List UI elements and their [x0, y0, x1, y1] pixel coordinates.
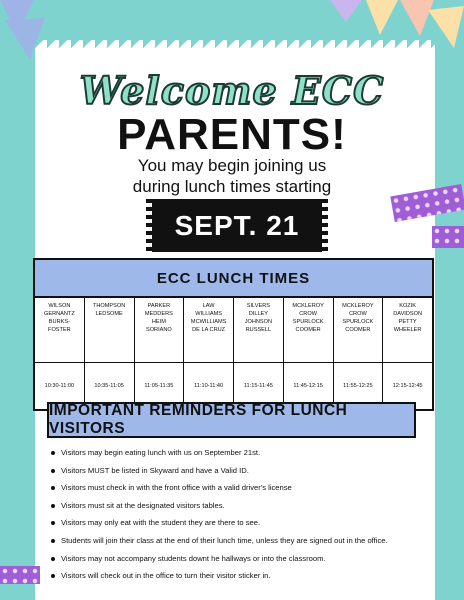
lunch-column: [35, 298, 85, 409]
teacher-name: DE LA CRUZ: [192, 327, 226, 333]
lunch-time: 10:35-11:05: [94, 383, 124, 389]
teacher-name: LEDSOME: [95, 311, 123, 317]
reminder-item: Visitors may begin eating lunch with us on September 21st.: [61, 447, 439, 459]
teacher-names: [234, 298, 283, 363]
teacher-name: RUSSELL: [245, 327, 272, 333]
teacher-names: [383, 298, 432, 363]
start-date: SEPT. 21: [174, 210, 300, 241]
teacher-name: THOMPSON: [92, 303, 126, 309]
teacher-name: WILSON: [48, 303, 71, 309]
teacher-name: GERNANTZ: [43, 311, 75, 317]
reminders-list: [49, 447, 439, 588]
teacher-name: BURKS-: [48, 319, 70, 325]
lunch-column: [284, 298, 334, 409]
teacher-name: SPURLOCK: [342, 319, 374, 325]
teacher-name: COOMER: [295, 327, 321, 333]
reminder-item: Visitors may only eat with the student they are there to see.: [61, 517, 439, 529]
reminder-item: Students will join their class at the end of their lunch time, unless they are signed out in the office.: [61, 535, 439, 547]
reminder-item: Visitors must sit at the designated visitors tables.: [61, 500, 439, 512]
flag-right-3: [400, 0, 434, 36]
teacher-name: PETTY: [398, 319, 417, 325]
teacher-name: COOMER: [345, 327, 371, 333]
teacher-names: [284, 298, 333, 363]
teacher-name: SILVERS: [246, 303, 270, 309]
lunch-column: [234, 298, 284, 409]
teacher-name: PARKER: [147, 303, 171, 309]
subtitle-line-2: during lunch times starting: [132, 177, 332, 196]
lunch-column: [383, 298, 432, 409]
teacher-name: DILLEY: [248, 311, 269, 317]
flag-right-1: [330, 0, 362, 22]
teacher-name: FOSTER: [48, 327, 71, 333]
teacher-name: JOHNSON: [244, 319, 273, 325]
washi-tape-right-lower: [432, 226, 464, 248]
welcome-heading: Welcome ECC: [79, 68, 385, 113]
flag-right-2: [366, 0, 398, 35]
washi-tape-left-bottom: [0, 566, 40, 584]
teacher-name: LAW: [202, 303, 215, 309]
teacher-name: MCWILLIAMS: [190, 319, 227, 325]
teacher-names: [334, 298, 383, 363]
lunch-column: [334, 298, 384, 409]
teacher-name: MCKLEROY: [292, 303, 324, 309]
teacher-name: CROW: [299, 311, 317, 317]
lunch-time: 11:15-11:45: [243, 383, 273, 389]
teacher-name: WHEELER: [393, 327, 422, 333]
teacher-name: WILLIAMS: [195, 311, 222, 317]
lunch-time: 11:45-12:15: [293, 383, 323, 389]
reminder-item: Visitors will check out in the office to turn their visitor sticker in.: [61, 570, 439, 582]
lunch-column: [85, 298, 135, 409]
lunch-column: [184, 298, 234, 409]
teacher-name: SORIANO: [145, 327, 172, 333]
lunch-time: 11:05-11:35: [144, 383, 174, 389]
teacher-name: MCKLEROY: [342, 303, 374, 309]
teacher-name: DAVIDSON: [393, 311, 423, 317]
teacher-names: [35, 298, 84, 363]
lunch-column: [135, 298, 185, 409]
reminder-item: Visitors MUST be listed in Skyward and have a Valid ID.: [61, 465, 439, 477]
teacher-names: [135, 298, 184, 363]
lunch-time: 11:10-11:40: [194, 383, 224, 389]
lunch-time: 12:15-12:45: [392, 383, 423, 389]
reminder-item: Visitors must check in with the front office with a valid driver's license: [61, 482, 439, 494]
teacher-name: MEDDERS: [144, 311, 173, 317]
reminders-title: IMPORTANT REMINDERS FOR LUNCH VISITORS: [47, 402, 416, 438]
lunch-times-table: [33, 258, 434, 411]
date-banner: [152, 199, 322, 252]
teacher-name: KOZIK: [399, 303, 417, 309]
lunch-times-title: ECC LUNCH TIMES: [35, 260, 432, 298]
teacher-names: [85, 298, 134, 363]
subtitle-line-1: You may begin joining us: [137, 156, 327, 175]
teacher-name: HEIM: [151, 319, 166, 325]
parents-heading: PARENTS!: [117, 110, 347, 159]
reminder-item: Visitors may not accompany students downt he hallways or into the classroom.: [61, 553, 439, 565]
lunch-times-columns: [35, 298, 432, 409]
teacher-name: SPURLOCK: [292, 319, 324, 325]
teacher-name: CROW: [349, 311, 367, 317]
teacher-names: [184, 298, 233, 363]
lunch-time: 11:55-12:25: [343, 383, 373, 389]
lunch-time: 10:30-11:00: [44, 383, 75, 389]
